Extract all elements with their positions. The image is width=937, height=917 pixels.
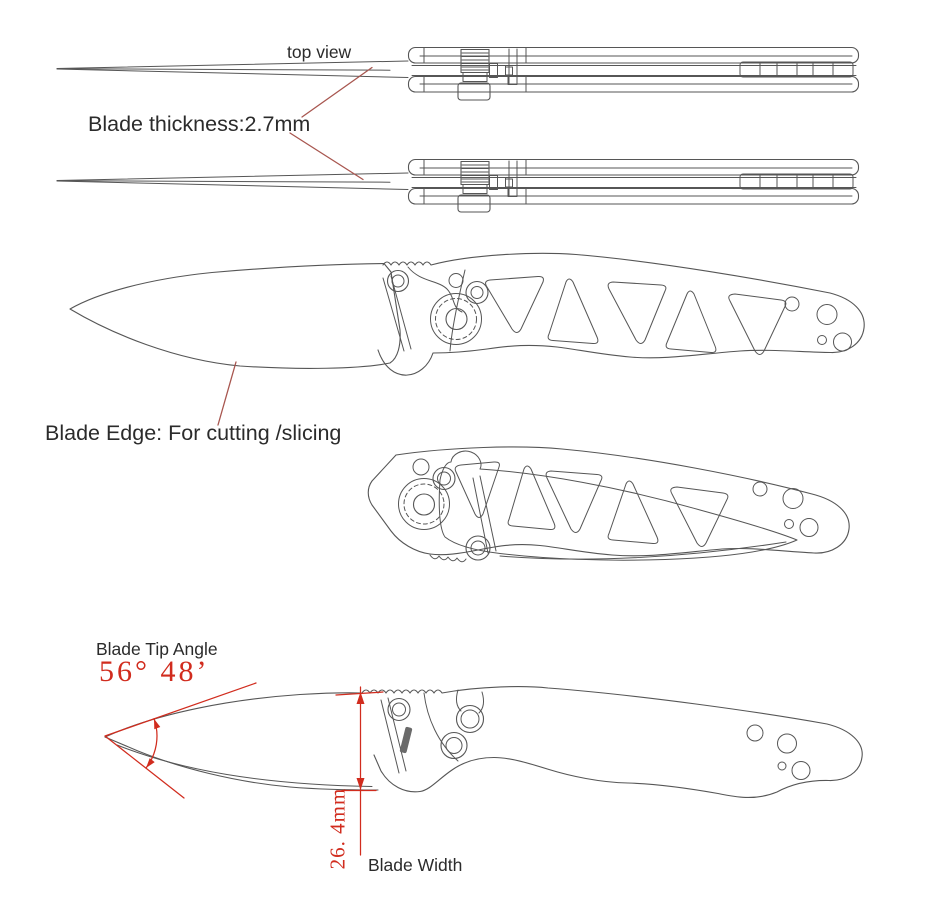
blade-tip-angle-label: Blade Tip Angle	[96, 639, 218, 659]
blade-width-label: Blade Width	[368, 855, 463, 875]
blade-width-value: 26. 4mm	[325, 787, 350, 870]
open-handle-cutouts	[486, 276, 786, 354]
closed-handle-outline	[368, 447, 849, 556]
brand-stamp	[399, 727, 412, 754]
top-view-label: top view	[287, 42, 352, 62]
dim-handle-outline	[362, 687, 862, 798]
blade-thickness-label: Blade thickness:2.7mm	[88, 112, 311, 136]
closed-pivot-hardware	[399, 459, 819, 560]
blade-edge-label: Blade Edge: For cutting /slicing	[45, 421, 342, 445]
tip-angle-lines	[105, 683, 256, 798]
knife-closed-side-view	[368, 447, 849, 562]
blade-tip-angle-value: 56° 48’	[99, 655, 210, 688]
knife-open-side-view	[70, 253, 864, 375]
open-blade	[70, 264, 400, 369]
open-handle-outline	[378, 253, 864, 375]
closed-handle-cutouts	[455, 462, 728, 547]
knife-dimensioned-view	[105, 687, 862, 798]
